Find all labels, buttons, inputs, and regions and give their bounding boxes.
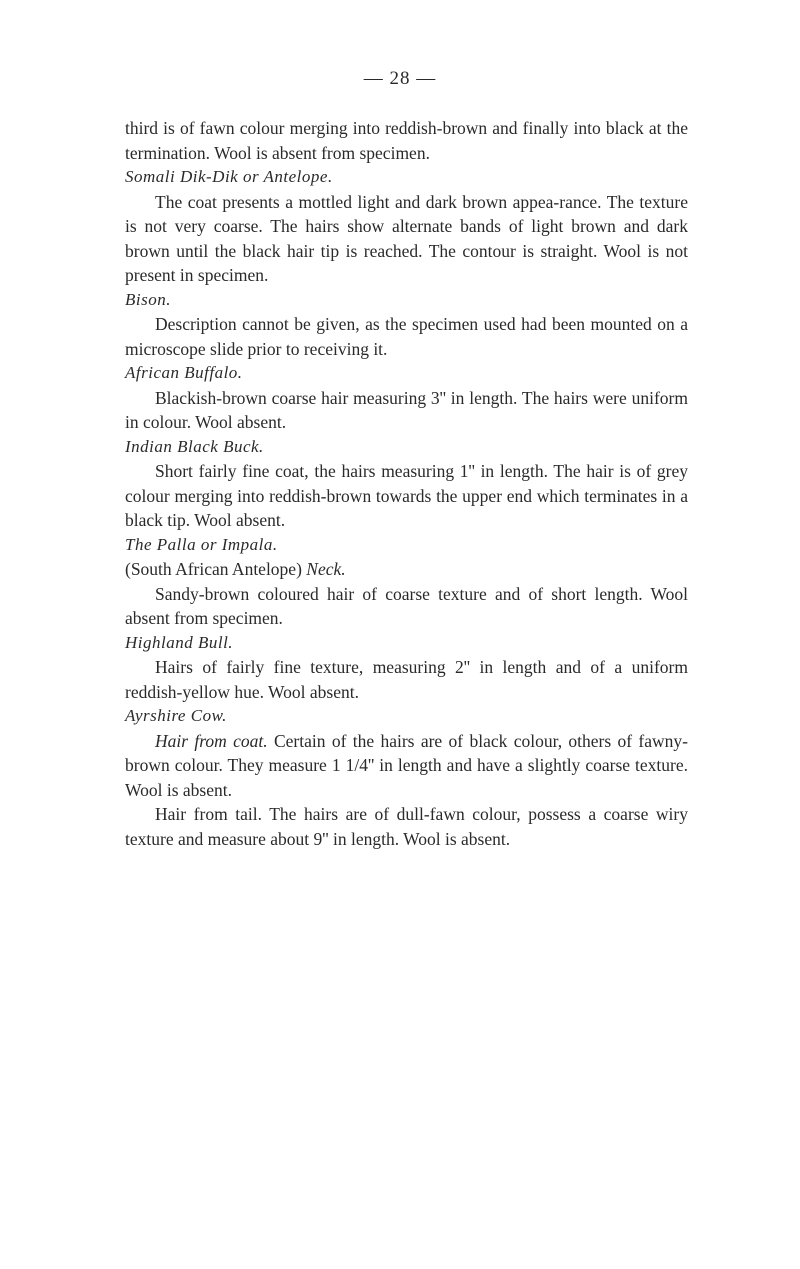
heading-bison: Bison. [125, 289, 171, 309]
heading-indian-black-buck: Indian Black Buck. [125, 436, 264, 456]
heading-somali-dik-dik: Somali Dik-Dik or Antelope. [125, 167, 333, 186]
heading-ayrshire-cow: Ayrshire Cow. [125, 706, 227, 725]
paragraph-somali-dik-dik: The coat presents a mottled light and dark brown appea-rance. The texture is not very coarse. The hairs show alternate bands of light brown and dark brown until the black hair tip is reached. The contour is straight. Wool is not present in specimen. [125, 191, 688, 285]
coat-label: Hair from coat. [155, 730, 268, 751]
paragraph-indian-black-buck: Short fairly fine coat, the hairs measuring 1'' in length. The hair is of grey colour merging into reddish-brown towards the upper end which terminates in a black tip. Wool absent. [125, 461, 688, 530]
heading-african-buffalo: African Buffalo. [125, 363, 243, 382]
paragraph-bison: Description cannot be given, as the specimen used had been mounted on a microscope slide prior to receiving it. [125, 314, 688, 359]
subheading-palla-impala [125, 557, 688, 582]
intro-paragraph: third is of fawn colour merging into reddish-brown and finally into black at the termination. Wool is absent from specimen. [125, 118, 688, 163]
paragraph-african-buffalo: Blackish-brown coarse hair measuring 3'' in length. The hairs were uniform in colour. Wool absent. [125, 387, 688, 432]
page-number: — 28 — [363, 68, 437, 89]
page-content [125, 116, 688, 851]
heading-palla-impala: The Palla or Impala. [125, 534, 278, 554]
subheading-origin: (South African Antelope) [125, 559, 307, 579]
heading-highland-bull: Highland Bull. [125, 632, 234, 652]
coat-text: Certain of the hairs are of black colour, others of fawny-brown colour. They measure 1 1/4'' in length and have a slightly coarse texture. Wool is absent. [125, 730, 688, 800]
paragraph-highland-bull: Hairs of fairly fine texture, measuring 2'' in length and of a uniform reddish-yellow hue. Wool absent. [125, 657, 688, 702]
subheading-region: Neck. [306, 559, 346, 579]
paragraph-palla-impala: Sandy-brown coloured hair of coarse texture and of short length. Wool absent from specimen. [125, 583, 688, 628]
paragraph-ayrshire-tail: Hair from tail. The hairs are of dull-fawn colour, possess a coarse wiry texture and measure about 9'' in length. Wool is absent. [125, 804, 688, 849]
paragraph-ayrshire-coat [125, 729, 688, 803]
